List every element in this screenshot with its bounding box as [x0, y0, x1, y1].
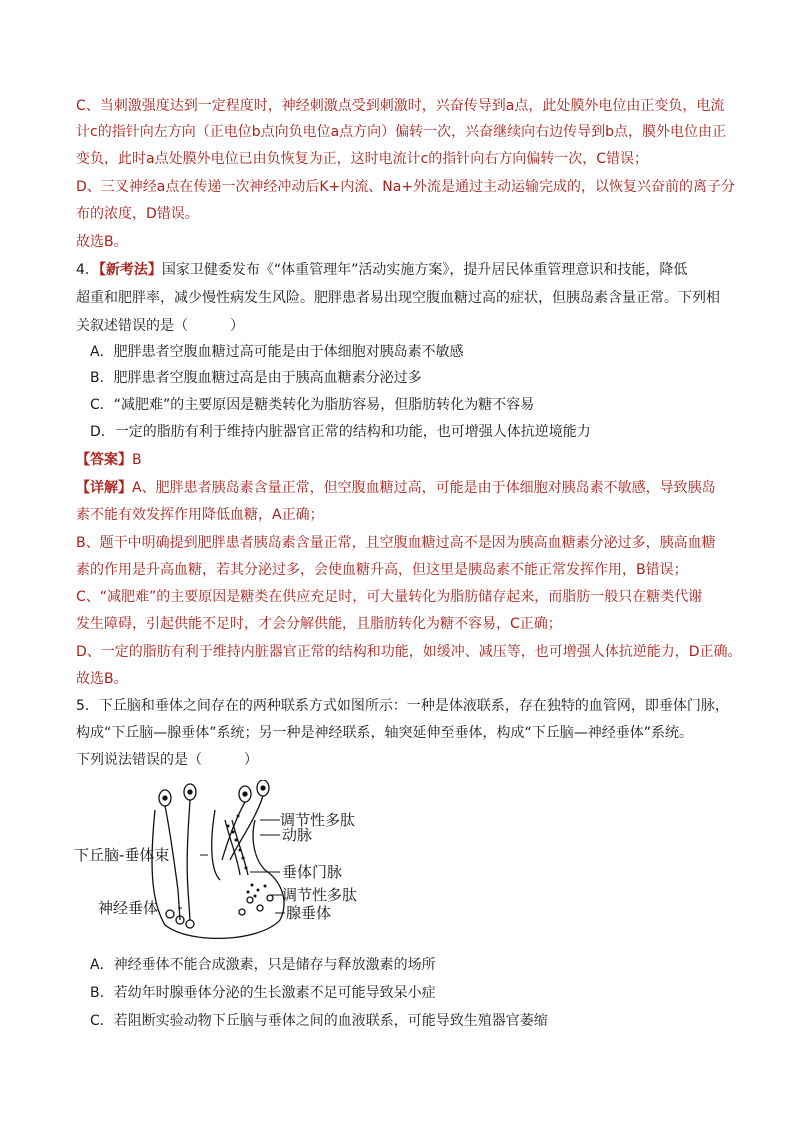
q4-option-c: C．“减肥难”的主要原因是糖类转化为脂肪容易，但脂肪转化为糖不容易 — [90, 397, 535, 413]
q5-stem-line3: 下列说法错误的是（ ） — [76, 752, 258, 768]
q5-option-c: C．若阻断实验动物下丘脑与垂体之间的血液联系，可能导致生殖器官萎缩 — [90, 1013, 548, 1029]
q4-detail-c-line2: 发生障碍，引起供能不足时，才会分解供能，且脂肪转化为糖不容易，C正确； — [76, 616, 562, 632]
q4-tag: 【新考法】 — [98, 262, 162, 278]
q5-option-b: B．若幼年时腺垂体分泌的生长激素不足可能导致呆小症 — [90, 985, 436, 1001]
explain-conclusion: 故选B。 — [76, 234, 128, 250]
q4-option-a: A．肥胖患者空腹血糖过高可能是由于体细胞对胰岛素不敏感 — [90, 344, 464, 360]
q5-stem-line2: 构成“下丘脑—腺垂体”系统；另一种是神经联系，轴突延伸至垂体，构成“下丘脑—神经垂体”系统。 — [76, 725, 694, 741]
label-leader-lines — [178, 820, 285, 913]
q5-option-a: A．神经垂体不能合成激素，只是储存与释放激素的场所 — [90, 957, 436, 973]
q4-detail-a-line1 — [76, 478, 716, 498]
explain-c-line1: C、当刺激强度达到一定程度时，神经刺激点受到刺激时，兴奋传导到a点，此处膜外电位由正变负，电流 — [76, 98, 725, 114]
label-portal-vein: 垂体门脉 — [282, 863, 343, 881]
label-neurohypophysis: 神经垂体 — [98, 899, 159, 917]
q4-detail-b-line1: B、题干中明确提到肥胖患者胰岛素含量正常，且空腹血糖过高不是因为胰高血糖素分泌过多，胰高血糖 — [76, 535, 716, 551]
q4-stem-text: 国家卫健委发布《“体重管理年”活动实施方案》，提升居民体重管理意识和技能，降低 — [161, 262, 688, 278]
q4-option-d: D．一定的脂肪有利于维持内脏器官正常的结构和功能，也可增强人体抗逆境能力 — [90, 424, 591, 440]
q4-option-b: B．肥胖患者空腹血糖过高是由于胰高血糖素分泌过多 — [90, 370, 422, 386]
label-regulatory-peptide-top: 调节性多肽 — [280, 811, 356, 829]
q4-stem-line1 — [76, 260, 687, 280]
hypothalamus-neurons — [152, 780, 284, 938]
q4-number: 4． — [76, 262, 99, 278]
q4-detail-tag: 【详解】 — [76, 480, 132, 496]
q4-conclusion: 故选B。 — [76, 671, 128, 687]
q4-answer-value: B — [132, 452, 142, 468]
hypothalamus-pituitary-diagram — [70, 780, 390, 940]
label-adenohypophysis: 腺垂体 — [286, 904, 332, 922]
q4-detail-d-line1: D、一定的脂肪有利于维持内脏器官正常的结构和功能，如缓冲、减压等，也可增强人体抗逆能力，D正确。 — [76, 644, 742, 660]
explain-c-line3: 变负，此时a点处膜外电位已由负恢复为正，这时电流计c的指针向右方向偏转一次，C错误； — [76, 151, 649, 167]
q5-stem-line1: 5．下丘脑和垂体之间存在的两种联系方式如图所示：一种是体液联系，存在独特的血管网，即垂体门脉， — [76, 698, 729, 714]
q4-answer-tag: 【答案】 — [76, 452, 132, 468]
explain-c-line2: 计c的指针向左方向（正电位b点向负电位a点方向）偏转一次，兴奋继续向右边传导到b点，膜外电位由正 — [76, 124, 727, 140]
q4-stem-line2: 超重和肥胖率，减少慢性病发生风险。肥胖患者易出现空腹血糖过高的症状，但胰岛素含量正常。下列相 — [76, 290, 720, 306]
explain-d-line2: 布的浓度，D错误。 — [76, 206, 199, 222]
label-hypothalamo-hypophyseal-tract: 下丘脑-垂体束 — [74, 846, 170, 864]
q4-stem-line3: 关叙述错误的是（ ） — [76, 318, 244, 334]
q4-detail-a-text: A、肥胖患者胰岛素含量正常，但空腹血糖过高，可能是由于体细胞对胰岛素不敏感，导致胰岛 — [132, 480, 716, 496]
label-artery: 动脉 — [282, 826, 313, 844]
explain-d-line1: D、三叉神经a点在传递一次神经冲动后K+内流、Na+外流是通过主动运输完成的，以恢复兴奋前的离子分 — [76, 179, 736, 195]
q4-detail-c-line1: C、“减肥难”的主要原因是糖类在供应充足时，可大量转化为脂肪储存起来，而脂肪一般只在糖类代谢 — [76, 589, 703, 605]
q4-detail-a-line2: 素不能有效发挥作用降低血糖，A正确； — [76, 507, 324, 523]
label-regulatory-peptide-bottom: 调节性多肽 — [282, 886, 358, 904]
q4-answer — [76, 450, 142, 470]
q4-detail-b-line2: 素的作用是升高血糖，若其分泌过多，会使血糖升高，但这里是胰岛素不能正常发挥作用，B错误； — [76, 562, 688, 578]
